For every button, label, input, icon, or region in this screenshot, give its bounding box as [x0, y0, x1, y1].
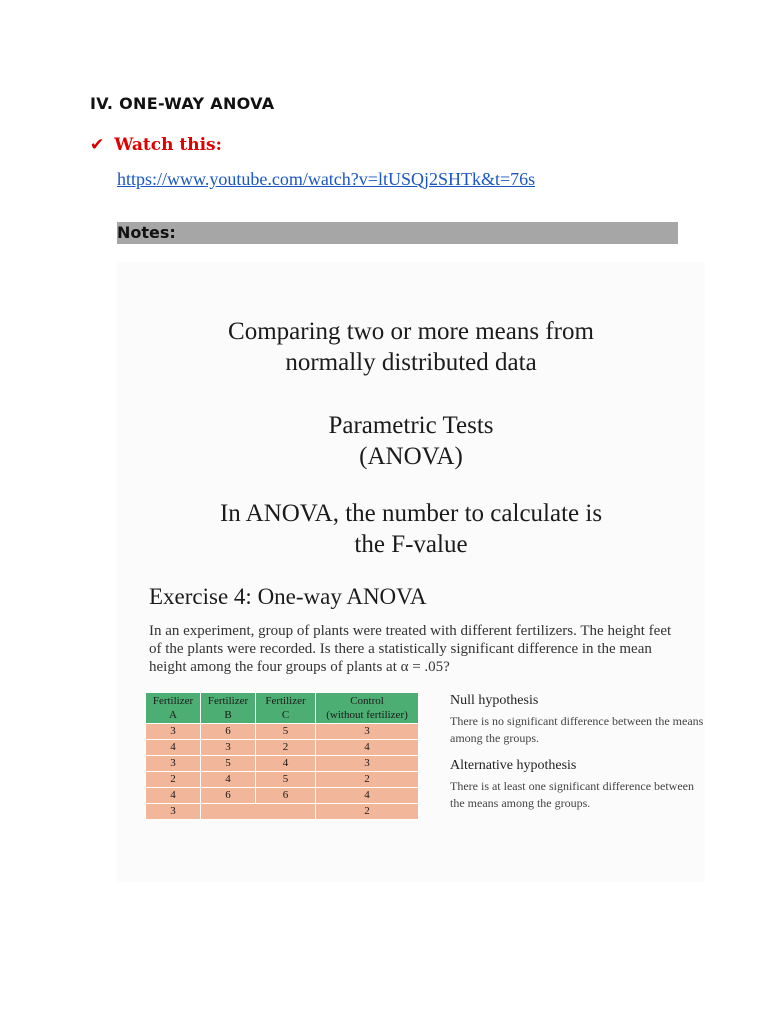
- table-cell: 4: [146, 788, 201, 804]
- table-header: [316, 693, 419, 724]
- table-cell-empty: [201, 804, 316, 820]
- table-cell: 3: [146, 804, 201, 820]
- slide-title-fvalue: [117, 498, 705, 560]
- slide-image: [117, 262, 705, 882]
- table-cell: 3: [316, 756, 419, 772]
- table-cell: 6: [256, 788, 316, 804]
- exercise-title: Exercise 4: One-way ANOVA: [149, 584, 427, 609]
- table-cell: 2: [316, 804, 419, 820]
- notes-bar: Notes:: [117, 222, 678, 244]
- table-cell: 4: [201, 772, 256, 788]
- null-hypothesis: [450, 693, 710, 747]
- table-row: [146, 804, 419, 820]
- alternative-hypothesis: [450, 758, 710, 812]
- table-cell: 2: [256, 740, 316, 756]
- table-row: [146, 772, 419, 788]
- slide-title-comparing: [117, 316, 705, 378]
- table-cell: 3: [201, 740, 256, 756]
- table-cell: 4: [316, 740, 419, 756]
- table-cell: 3: [146, 756, 201, 772]
- table-row: [146, 756, 419, 772]
- table-cell: 3: [146, 724, 201, 740]
- slide-title-parametric: [117, 410, 705, 472]
- table-cell: 5: [256, 724, 316, 740]
- table-cell: 4: [256, 756, 316, 772]
- table-cell: 4: [146, 740, 201, 756]
- header-line: (without fertilizer): [326, 709, 408, 721]
- table-cell: 5: [201, 756, 256, 772]
- watch-line: [90, 135, 222, 155]
- table-header-row: [146, 693, 419, 724]
- slide-title-line: normally distributed data: [285, 349, 537, 376]
- table-cell: 6: [201, 788, 256, 804]
- watch-label: Watch this:: [114, 135, 222, 155]
- table-cell: 6: [201, 724, 256, 740]
- table-header: [201, 693, 256, 724]
- slide-title-line: Comparing two or more means from: [228, 318, 594, 345]
- header-line: Fertilizer: [152, 695, 194, 707]
- fertilizer-table: [145, 692, 419, 820]
- slide-title-line: the F-value: [354, 531, 468, 558]
- table-cell: 2: [146, 772, 201, 788]
- table-row: [146, 788, 419, 804]
- youtube-link[interactable]: https://www.youtube.com/watch?v=ltUSQj2SHTk&t=76s: [117, 169, 536, 189]
- null-hypothesis-text: There is no significant difference between the means among the groups.: [450, 714, 704, 745]
- table-cell: 5: [256, 772, 316, 788]
- table-row: [146, 740, 419, 756]
- checkmark-icon: ✔: [90, 135, 105, 155]
- header-line: B: [224, 709, 232, 721]
- table-cell: 2: [316, 772, 419, 788]
- alternative-hypothesis-title: Alternative hypothesis: [450, 758, 577, 773]
- header-line: Fertilizer: [265, 695, 306, 707]
- section-heading: IV. ONE-WAY ANOVA: [90, 94, 275, 113]
- table-row: [146, 724, 419, 740]
- null-hypothesis-title: Null hypothesis: [450, 693, 539, 708]
- alternative-hypothesis-text: There is at least one significant difference between the means among the groups.: [450, 779, 695, 810]
- exercise-text: In an experiment, group of plants were treated with different fertilizers. The height feet of the plants were recorded. Is there a statistically significant difference in the mean height among the four groups of plants at α = .05?: [149, 623, 672, 675]
- header-line: C: [281, 709, 290, 721]
- header-line: Fertilizer: [207, 695, 249, 707]
- table-cell: 3: [316, 724, 419, 740]
- slide-title-line: Parametric Tests: [328, 412, 494, 439]
- table-header: [146, 693, 201, 724]
- header-line: A: [169, 709, 177, 721]
- header-line: Control: [350, 695, 384, 707]
- slide-title-line: In ANOVA, the number to calculate is: [219, 500, 603, 527]
- slide-title-line: (ANOVA): [359, 443, 463, 470]
- table-cell: 4: [316, 788, 419, 804]
- table-header: [256, 693, 316, 724]
